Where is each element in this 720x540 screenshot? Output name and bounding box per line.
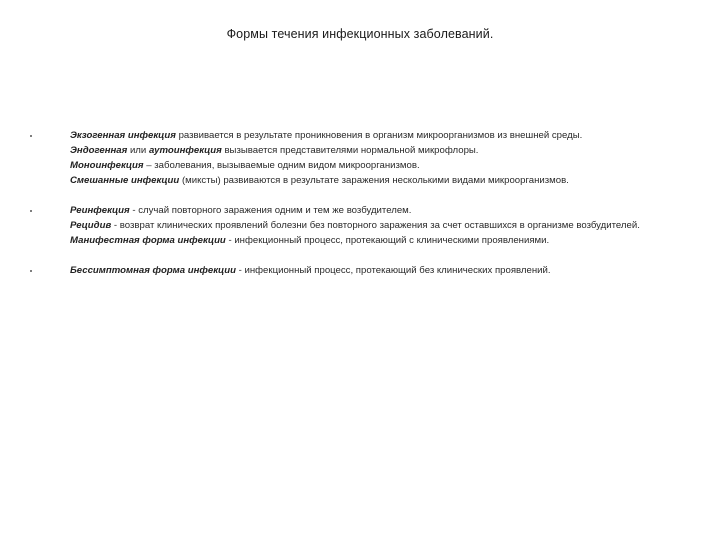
definition-line: [70, 143, 690, 158]
definition-line: [70, 158, 690, 173]
definition-text: - возврат клинических проявлений болезни без повторного заражения за счет оставшихся в организме возбудителей.: [111, 220, 640, 231]
term: Смешанные инфекции: [70, 175, 180, 186]
term: Моноинфекция: [70, 160, 144, 171]
bullet-item: [30, 263, 690, 278]
definition-text: - инфекционный процесс, протекающий без клинических проявлений.: [235, 265, 551, 276]
bullet-item: [30, 128, 690, 188]
definition-text: вызывается представителями нормальной микрофлоры.: [221, 145, 479, 156]
bullet-dot-icon: [30, 270, 32, 272]
definition-line: [70, 263, 690, 278]
term: Рецидив: [70, 220, 112, 231]
term: Манифестная форма инфекции: [70, 235, 226, 246]
definition-line: [70, 203, 690, 218]
connector-text: или: [127, 145, 149, 156]
definition-line: [70, 233, 690, 248]
definition-line: [70, 218, 690, 233]
term: Экзогенная инфекция: [70, 130, 176, 141]
definition-text: развивается в результате проникновения в организм микроорганизмов из внешней среды.: [175, 130, 583, 141]
slide-title: Формы течения инфекционных заболеваний.: [226, 27, 494, 41]
term: Бессимптомная форма инфекции: [70, 265, 236, 276]
definition-text: - случай повторного заражения одним и тем же возбудителем.: [129, 205, 412, 216]
definition-text: – заболевания, вызываемые одним видом микроорганизмов.: [143, 160, 420, 171]
definition-line: [70, 128, 690, 143]
definition-text: - инфекционный процесс, протекающий с клиническими проявлениями.: [225, 235, 550, 246]
term: Реинфекция: [70, 205, 130, 216]
bullet-dot-icon: [30, 210, 32, 212]
term: Эндогенная: [70, 145, 128, 156]
bullet-list: [30, 128, 690, 278]
definition-text: (миксты) развиваются в результате заражения несколькими видами микроорганизмов.: [179, 175, 569, 186]
definition-line: [70, 173, 690, 188]
bullet-dot-icon: [30, 135, 32, 137]
bullet-item: [30, 203, 690, 248]
term: аутоинфекция: [148, 145, 222, 156]
